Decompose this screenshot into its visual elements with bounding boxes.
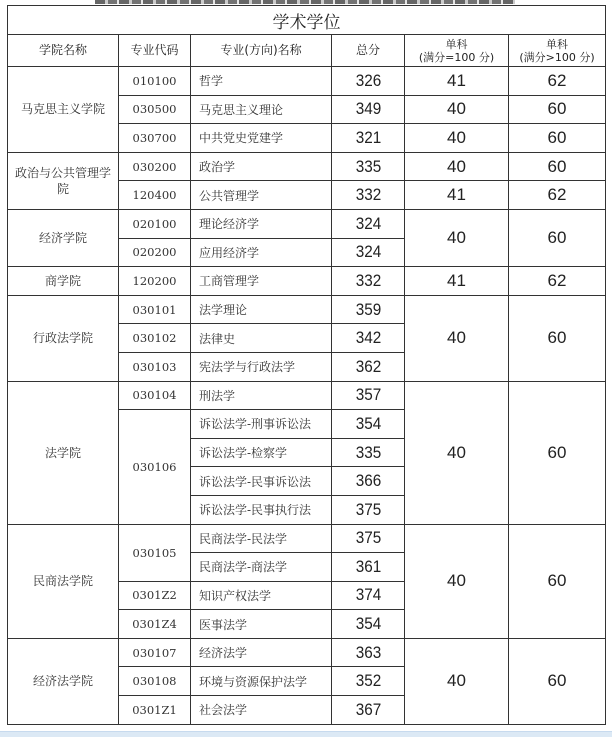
total-cell: 357 xyxy=(335,381,401,410)
section-title-row xyxy=(8,6,606,35)
major-cell: 诉讼法学-民事执行法 xyxy=(191,495,332,524)
major-cell: 社会法学 xyxy=(191,696,332,725)
single-gt100-cell: 60 xyxy=(509,381,606,524)
major-cell: 经济法学 xyxy=(191,638,332,667)
college-cell: 法学院 xyxy=(8,381,119,524)
college-cell: 民商法学院 xyxy=(8,524,119,638)
total-cell: 324 xyxy=(335,209,401,238)
code-cell: 030106 xyxy=(119,410,191,524)
single-gt100-cell: 60 xyxy=(509,524,606,638)
column-header-row xyxy=(8,35,606,67)
code-cell: 0301Z2 xyxy=(119,581,191,610)
major-cell: 公共管理学 xyxy=(191,181,332,210)
single-100-cell: 41 xyxy=(405,267,509,296)
total-cell: 342 xyxy=(335,324,401,353)
total-cell: 321 xyxy=(335,124,401,153)
code-cell: 030200 xyxy=(119,152,191,181)
total-cell: 367 xyxy=(335,696,401,725)
major-cell: 环境与资源保护法学 xyxy=(191,667,332,696)
major-cell: 法学理论 xyxy=(191,295,332,324)
header-major: 专业(方向)名称 xyxy=(191,35,332,67)
code-cell: 020200 xyxy=(119,238,191,267)
code-cell: 030700 xyxy=(119,124,191,153)
code-cell: 030105 xyxy=(119,524,191,581)
major-cell: 中共党史党建学 xyxy=(191,124,332,153)
major-cell: 应用经济学 xyxy=(191,238,332,267)
major-cell: 工商管理学 xyxy=(191,267,332,296)
single-100-cell: 40 xyxy=(405,638,509,724)
total-cell: 375 xyxy=(335,495,401,524)
total-cell: 326 xyxy=(335,67,401,96)
code-cell: 030107 xyxy=(119,638,191,667)
single-gt100-cell: 62 xyxy=(509,67,606,96)
single-100-cell: 40 xyxy=(405,524,509,638)
score-table xyxy=(7,5,606,725)
viewer-bottom-edge xyxy=(0,731,612,737)
single-gt100-cell: 60 xyxy=(509,209,606,266)
major-cell: 诉讼法学-民事诉讼法 xyxy=(191,467,332,496)
total-cell: 332 xyxy=(335,181,401,210)
single-100-cell: 40 xyxy=(405,95,509,124)
major-cell: 知识产权法学 xyxy=(191,581,332,610)
total-cell: 374 xyxy=(335,581,401,610)
total-cell: 375 xyxy=(335,524,401,553)
total-cell: 332 xyxy=(335,267,401,296)
total-cell: 354 xyxy=(335,610,401,639)
header-code: 专业代码 xyxy=(119,35,191,67)
table-row xyxy=(8,152,606,181)
major-cell: 民商法学-民法学 xyxy=(191,524,332,553)
code-cell: 030108 xyxy=(119,667,191,696)
single-gt100-cell: 62 xyxy=(509,181,606,210)
total-cell: 349 xyxy=(335,95,401,124)
header-single-100: 单科 (满分=100 分) xyxy=(405,35,509,67)
major-cell: 哲学 xyxy=(191,67,332,96)
total-cell: 352 xyxy=(335,667,401,696)
single-gt100-cell: 60 xyxy=(509,95,606,124)
single-100-cell: 41 xyxy=(405,181,509,210)
total-cell: 363 xyxy=(335,638,401,667)
single-gt100-cell: 60 xyxy=(509,152,606,181)
single-gt100-cell: 62 xyxy=(509,267,606,296)
table-row xyxy=(8,524,606,553)
college-cell: 政治与公共管理学院 xyxy=(8,152,119,209)
table-row xyxy=(8,638,606,667)
code-cell: 0301Z1 xyxy=(119,696,191,725)
header-total: 总分 xyxy=(332,35,405,67)
table-row xyxy=(8,209,606,238)
single-100-cell: 41 xyxy=(405,67,509,96)
single-gt100-cell: 60 xyxy=(509,124,606,153)
code-cell: 120400 xyxy=(119,181,191,210)
total-cell: 335 xyxy=(335,152,401,181)
table-row xyxy=(8,267,606,296)
header-single-gt100: 单科 (满分>100 分) xyxy=(509,35,606,67)
section-title: 学术学位 xyxy=(8,6,606,35)
code-cell: 030103 xyxy=(119,352,191,381)
single-100-cell: 40 xyxy=(405,209,509,266)
major-cell: 诉讼法学-刑事诉讼法 xyxy=(191,410,332,439)
major-cell: 政治学 xyxy=(191,152,332,181)
major-cell: 诉讼法学-检察学 xyxy=(191,438,332,467)
table-row xyxy=(8,381,606,410)
major-cell: 理论经济学 xyxy=(191,209,332,238)
total-cell: 335 xyxy=(335,438,401,467)
code-cell: 030102 xyxy=(119,324,191,353)
header-college: 学院名称 xyxy=(8,35,119,67)
single-100-cell: 40 xyxy=(405,295,509,381)
college-cell: 马克思主义学院 xyxy=(8,67,119,153)
code-cell: 020100 xyxy=(119,209,191,238)
college-cell: 经济法学院 xyxy=(8,638,119,724)
total-cell: 354 xyxy=(335,410,401,439)
code-cell: 010100 xyxy=(119,67,191,96)
code-cell: 120200 xyxy=(119,267,191,296)
total-cell: 359 xyxy=(335,295,401,324)
code-cell: 030101 xyxy=(119,295,191,324)
code-cell: 0301Z4 xyxy=(119,610,191,639)
single-100-cell: 40 xyxy=(405,381,509,524)
college-cell: 经济学院 xyxy=(8,209,119,266)
single-gt100-cell: 60 xyxy=(509,638,606,724)
single-gt100-cell: 60 xyxy=(509,295,606,381)
total-cell: 361 xyxy=(335,553,401,582)
college-cell: 商学院 xyxy=(8,267,119,296)
total-cell: 324 xyxy=(335,238,401,267)
major-cell: 民商法学-商法学 xyxy=(191,553,332,582)
table-row xyxy=(8,295,606,324)
code-cell: 030104 xyxy=(119,381,191,410)
major-cell: 刑法学 xyxy=(191,381,332,410)
major-cell: 医事法学 xyxy=(191,610,332,639)
major-cell: 法律史 xyxy=(191,324,332,353)
major-cell: 宪法学与行政法学 xyxy=(191,352,332,381)
title-text-cropped xyxy=(95,0,515,4)
total-cell: 366 xyxy=(335,467,401,496)
table-row xyxy=(8,67,606,96)
single-100-cell: 40 xyxy=(405,124,509,153)
college-cell: 行政法学院 xyxy=(8,295,119,381)
code-cell: 030500 xyxy=(119,95,191,124)
total-cell: 362 xyxy=(335,352,401,381)
single-100-cell: 40 xyxy=(405,152,509,181)
major-cell: 马克思主义理论 xyxy=(191,95,332,124)
